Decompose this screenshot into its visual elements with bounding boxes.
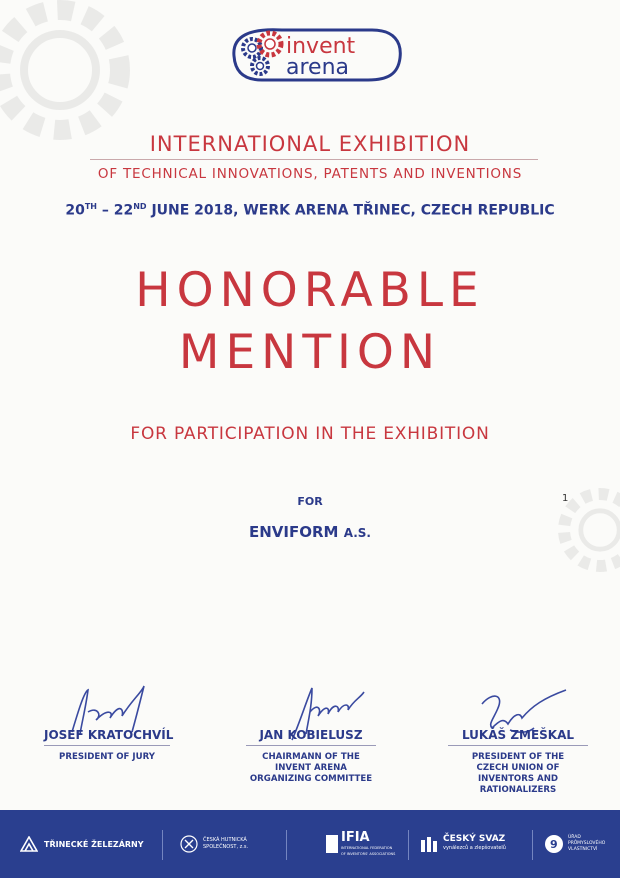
certificate-number: 1	[562, 493, 569, 504]
exhibition-dates: 20TH – 22ND JUNE 2018, WERK ARENA TŘINEC, CZECH REPUBLIC	[65, 202, 555, 219]
signature-block-2	[246, 728, 376, 785]
signatory-role	[448, 752, 588, 796]
sponsor-ifia	[326, 810, 395, 878]
exhibition-title: INTERNATIONAL EXHIBITION	[149, 132, 471, 156]
ifia-mark-icon	[326, 835, 338, 853]
footer-divider	[408, 830, 409, 860]
signatory-name: JAN KOBIELUSZ	[246, 728, 376, 746]
sponsor-3-sub-2: OF INVENTORS' ASSOCIATIONS	[341, 852, 396, 856]
participation-text: FOR PARTICIPATION IN THE EXHIBITION	[130, 424, 490, 444]
sponsor-ceska-hutnicka	[180, 810, 248, 878]
award-line-2: MENTION	[178, 325, 442, 380]
signature-block-3	[448, 728, 588, 796]
date-from-suffix: TH	[84, 202, 97, 211]
recipient-name	[0, 523, 620, 541]
role-line: CHAIRMANN OF THE	[262, 752, 360, 762]
role-line: PRESIDENT OF THE	[471, 752, 565, 762]
svg-text:9: 9	[550, 838, 558, 851]
sponsor-footer	[0, 810, 620, 878]
role-line: ORGANIZING COMMITTEE	[249, 774, 373, 784]
sponsor-cesky-svaz	[420, 810, 506, 878]
logo-word-arena: arena	[286, 55, 350, 80]
sponsor-4-line-2: vynálezců a zlepšovatelů	[443, 845, 506, 851]
sponsor-trinecke-zelezarny	[20, 810, 144, 878]
upv-logo-icon	[544, 834, 564, 854]
award-title	[0, 260, 620, 384]
footer-divider	[286, 830, 287, 860]
role-line: INVENTORS AND RATIONALIZERS	[477, 774, 559, 795]
trinecke-logo-icon	[20, 836, 38, 852]
date-rest: JUNE 2018, WERK ARENA TŘINEC, CZECH REPUBLIC	[151, 202, 555, 219]
signatory-role	[44, 752, 170, 763]
sponsor-2-line-1: ČESKÁ HUTNICKÁ	[203, 837, 247, 843]
sponsor-2-line-2: SPOLEČNOST, z.s.	[203, 844, 249, 850]
footer-divider	[162, 830, 163, 860]
signatory-name: JOSEF KRATOCHVÍL	[44, 728, 170, 746]
role-line: INVENT ARENA	[275, 763, 347, 773]
for-label: FOR	[297, 495, 323, 508]
footer-divider	[532, 830, 533, 860]
role-line: CZECH UNION OF	[476, 763, 560, 773]
invent-arena-logo	[222, 22, 404, 86]
sponsor-4-line-1: ČESKÝ SVAZ	[443, 834, 506, 844]
sponsor-upv	[544, 810, 605, 878]
sponsor-5-line-2: PRŮMYSLOVÉHO	[568, 841, 606, 846]
recipient-suffix: A.S.	[343, 526, 371, 540]
sponsor-5-line-3: VLASTNICTVÍ	[568, 847, 598, 852]
signature-block-1	[44, 728, 174, 763]
recipient-company: ENVIFORM	[249, 523, 339, 541]
title-divider	[90, 159, 538, 160]
signatory-name: LUKÁŠ ZMEŠKAL	[448, 728, 588, 746]
people-icon	[420, 836, 438, 852]
date-to: 22	[113, 202, 134, 219]
hammer-icon	[180, 835, 198, 853]
date-from: 20	[65, 202, 85, 219]
sponsor-3-sub-1: INTERNATIONAL FEDERATION	[341, 846, 393, 850]
gear-icon	[243, 33, 281, 74]
sponsor-1-name: TŘINECKÉ ŽELEZÁRNY	[44, 839, 144, 849]
award-line-1: HONORABLE	[135, 263, 485, 318]
date-to-suffix: ND	[133, 202, 147, 211]
role-line: PRESIDENT OF JURY	[59, 752, 155, 762]
sponsor-3-name: IFIA	[341, 830, 370, 845]
exhibition-subtitle: OF TECHNICAL INNOVATIONS, PATENTS AND INVENTIONS	[97, 166, 523, 182]
sponsor-5-line-1: ÚŘAD	[568, 835, 581, 840]
logo-word-invent: invent	[286, 34, 356, 59]
signatory-role	[246, 752, 376, 785]
